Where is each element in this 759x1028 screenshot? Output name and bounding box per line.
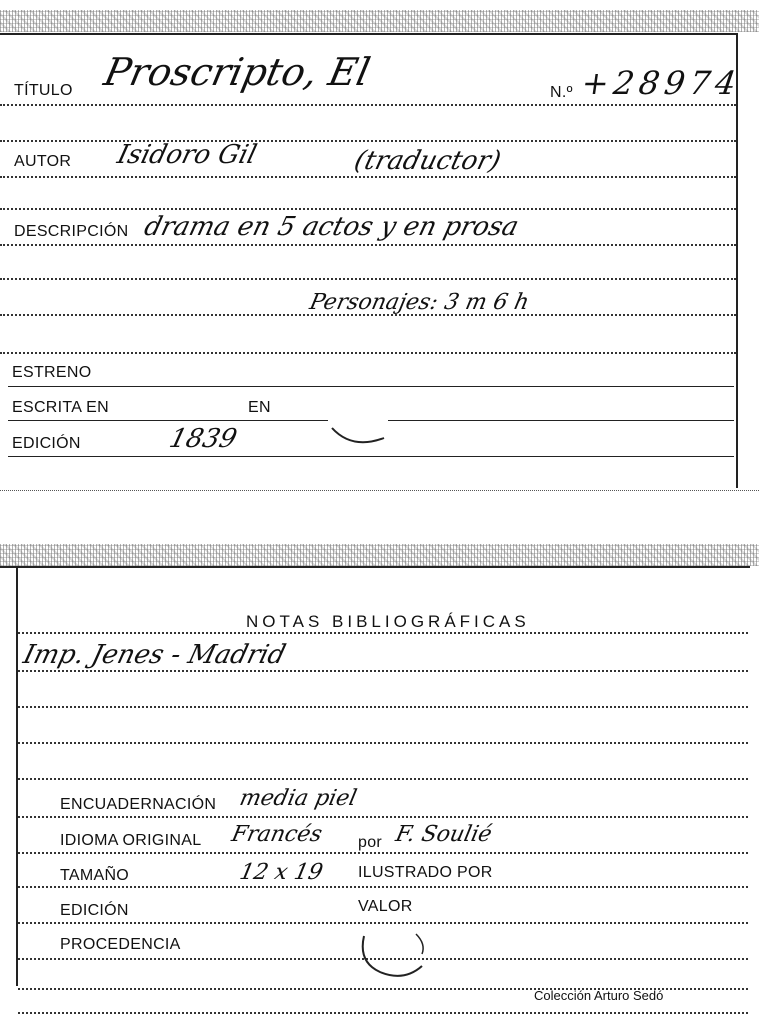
rule xyxy=(18,670,748,672)
rule xyxy=(0,314,736,316)
catalog-card-front xyxy=(0,0,759,500)
rule xyxy=(18,742,748,744)
encuadernacion-label: ENCUADERNACIÓN xyxy=(60,796,217,813)
card-bottom-edge xyxy=(0,490,759,491)
tamano-label: TAMAÑO xyxy=(60,867,130,884)
rule xyxy=(8,456,734,457)
autor-note: (traductor) xyxy=(351,146,504,176)
personajes-value: Personajes: 3 m 6 h xyxy=(307,290,532,315)
estreno-label: ESTRENO xyxy=(12,364,92,381)
rule xyxy=(0,352,736,354)
notas-value: Imp. Jenes - Madrid xyxy=(20,640,289,670)
autor-label: AUTOR xyxy=(14,153,72,170)
rule xyxy=(18,816,748,818)
numero-value: +28974 xyxy=(579,64,744,102)
collection-footer: Colección Arturo Sedó xyxy=(534,988,664,1003)
en-label: EN xyxy=(248,399,271,416)
notas-heading: NOTAS BIBLIOGRÁFICAS xyxy=(246,612,530,631)
rule xyxy=(18,852,748,854)
numero-label: N.º xyxy=(550,84,573,101)
rule xyxy=(0,176,736,178)
rule xyxy=(18,886,748,888)
descripcion-label: DESCRIPCIÓN xyxy=(14,223,129,240)
idioma-original-label: IDIOMA ORIGINAL xyxy=(60,832,202,849)
titulo-value: Proscripto, El xyxy=(100,50,374,94)
escrita-en-label: ESCRITA EN xyxy=(12,399,109,416)
procedencia-label: PROCEDENCIA xyxy=(60,936,181,953)
rule xyxy=(0,244,736,246)
catalog-card-back xyxy=(0,540,759,1028)
rule xyxy=(8,386,734,387)
rule xyxy=(18,778,748,780)
autor-value: Isidoro Gil xyxy=(114,140,260,170)
rule xyxy=(18,1012,748,1014)
rule xyxy=(0,104,736,106)
edicion-value: 1839 xyxy=(166,424,240,454)
valor-label: VALOR xyxy=(358,898,413,915)
rule xyxy=(0,278,736,280)
por-label: por xyxy=(358,834,383,851)
scan-noise xyxy=(0,10,759,32)
punch-hole xyxy=(356,926,430,982)
descripcion-value: drama en 5 actos y en prosa xyxy=(141,212,522,242)
rule xyxy=(0,208,736,210)
card-top-border xyxy=(0,566,750,568)
rule xyxy=(18,706,748,708)
encuadernacion-value: media piel xyxy=(237,786,359,811)
rule xyxy=(8,420,328,421)
rule xyxy=(18,632,748,634)
idioma-original-value: Francés xyxy=(229,822,325,847)
rule xyxy=(18,922,748,924)
ilustrado-por-label: ILUSTRADO POR xyxy=(358,864,493,881)
rule xyxy=(388,420,734,421)
punch-hole xyxy=(322,398,392,450)
por-value: F. Soulié xyxy=(393,822,495,847)
rule xyxy=(0,140,736,142)
edicion-label: EDICIÓN xyxy=(12,435,81,452)
card-top-border xyxy=(0,33,738,35)
edicion-label: EDICIÓN xyxy=(60,902,129,919)
titulo-label: TÍTULO xyxy=(14,82,73,99)
scan-noise xyxy=(0,544,759,566)
tamano-value: 12 x 19 xyxy=(237,860,326,885)
